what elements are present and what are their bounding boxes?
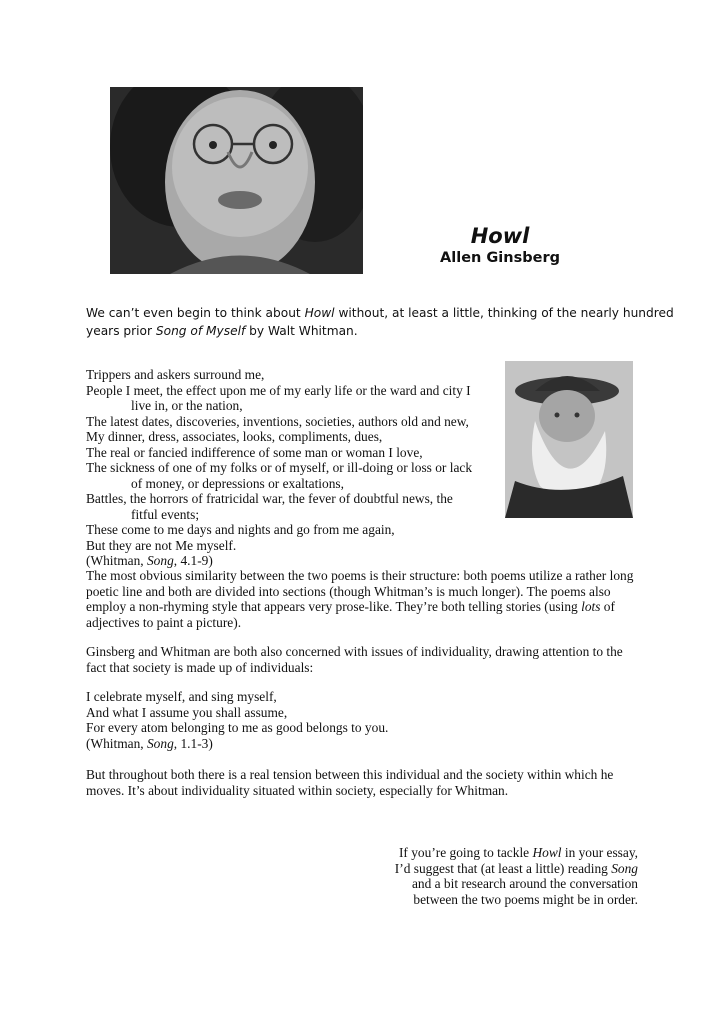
citation-song-italic: Song xyxy=(146,735,174,751)
ginsberg-portrait-image xyxy=(110,87,363,274)
paragraph-line: Ginsberg and Whitman are both also concerned with issues of individuality, drawing attention to the xyxy=(86,644,623,659)
intro-song-italic: Song of Myself xyxy=(155,324,246,338)
whitman-photo xyxy=(505,361,633,518)
paragraph-line: poetic line and both are divided into sections (though Whitman’s is much longer). The poems also xyxy=(86,583,611,599)
intro-text: years prior xyxy=(86,324,156,338)
poem-citation xyxy=(86,553,486,569)
paragraph-line: moves. It’s about individuality situated within society, especially for Whitman. xyxy=(86,782,509,798)
intro-text: without, at least a little, thinking of the nearly hundred xyxy=(334,306,674,320)
citation-text: , 1.1-3) xyxy=(173,735,213,751)
poem-line: fitful events; xyxy=(131,506,200,522)
poem-line: Trippers and askers surround me, xyxy=(86,367,265,382)
author-name: Allen Ginsberg xyxy=(440,250,560,266)
lots-italic: lots xyxy=(581,599,601,614)
poem-line: The real or fancied indifference of some man or woman I love, xyxy=(86,444,423,460)
citation-text: (Whitman, xyxy=(86,735,147,751)
citation-text: , 4.1-9) xyxy=(173,553,213,568)
poem-line: These come to me days and nights and go from me again, xyxy=(86,522,395,537)
paragraph-line: fact that society is made up of individuals: xyxy=(86,659,314,675)
closing-line xyxy=(380,845,638,861)
closing-line: and a bit research around the conversation xyxy=(411,876,638,891)
intro-line-1 xyxy=(86,304,674,322)
closing-line: between the two poems might be in order. xyxy=(413,891,638,907)
closing-line xyxy=(380,861,638,877)
intro-paragraph xyxy=(86,304,674,340)
citation-text: (Whitman, xyxy=(86,553,147,568)
poem-line: live in, or the nation, xyxy=(131,398,243,413)
poem-line: And what I assume you shall assume, xyxy=(86,704,288,720)
individuality-paragraph xyxy=(86,644,646,675)
intro-line-2 xyxy=(86,322,646,340)
intro-howl-italic: Howl xyxy=(304,306,335,320)
poem-line: I celebrate myself, and sing myself, xyxy=(86,689,277,704)
paragraph-line: But throughout both there is a real tension between this individual and the society within which he xyxy=(86,767,614,782)
closing-howl-italic: Howl xyxy=(532,845,562,860)
closing-song-italic: Song xyxy=(611,860,638,876)
paragraph-text: employ a non-rhyming style that appears very prose-like. They’re both telling stories (using xyxy=(86,599,582,614)
paragraph-text: of xyxy=(600,599,615,614)
poem-line: But they are not Me myself. xyxy=(86,537,237,553)
closing-text: If you’re going to tackle xyxy=(398,845,533,860)
poem-line: My dinner, dress, associates, looks, compliments, dues, xyxy=(86,429,383,444)
tension-paragraph xyxy=(86,767,646,798)
similarity-paragraph xyxy=(86,568,646,630)
citation-song-italic: Song xyxy=(146,553,174,568)
paragraph-line: adjectives to paint a picture). xyxy=(86,614,242,630)
poem-line: For every atom belonging to me as good belongs to you. xyxy=(86,720,389,735)
whitman-excerpt-2 xyxy=(86,689,486,751)
intro-text: We can’t even begin to think about xyxy=(86,306,305,320)
ginsberg-photo xyxy=(110,87,363,274)
poem-line: The latest dates, discoveries, inventions, societies, authors old and new, xyxy=(86,413,469,429)
page-title: Howl xyxy=(470,224,530,248)
intro-text: by Walt Whitman. xyxy=(245,324,358,338)
closing-text: in your essay, xyxy=(561,845,638,860)
closing-note xyxy=(380,845,638,907)
poem-line: People I meet, the effect upon me of my early life or the ward and city I xyxy=(86,382,471,398)
closing-text: I’d suggest that (at least a little) reading xyxy=(394,860,612,876)
poem-line: Battles, the horrors of fratricidal war, the fever of doubtful news, the xyxy=(86,491,453,506)
poem-line: of money, or depressions or exaltations, xyxy=(131,475,344,491)
whitman-excerpt-1 xyxy=(86,367,486,569)
paragraph-line: The most obvious similarity between the two poems is their structure: both poems utilize a rather long xyxy=(86,568,634,583)
poem-line: The sickness of one of my folks or of myself, or ill-doing or loss or lack xyxy=(86,460,473,475)
paragraph-line xyxy=(86,599,646,615)
whitman-portrait-image xyxy=(505,361,633,518)
poem-citation xyxy=(86,736,486,752)
